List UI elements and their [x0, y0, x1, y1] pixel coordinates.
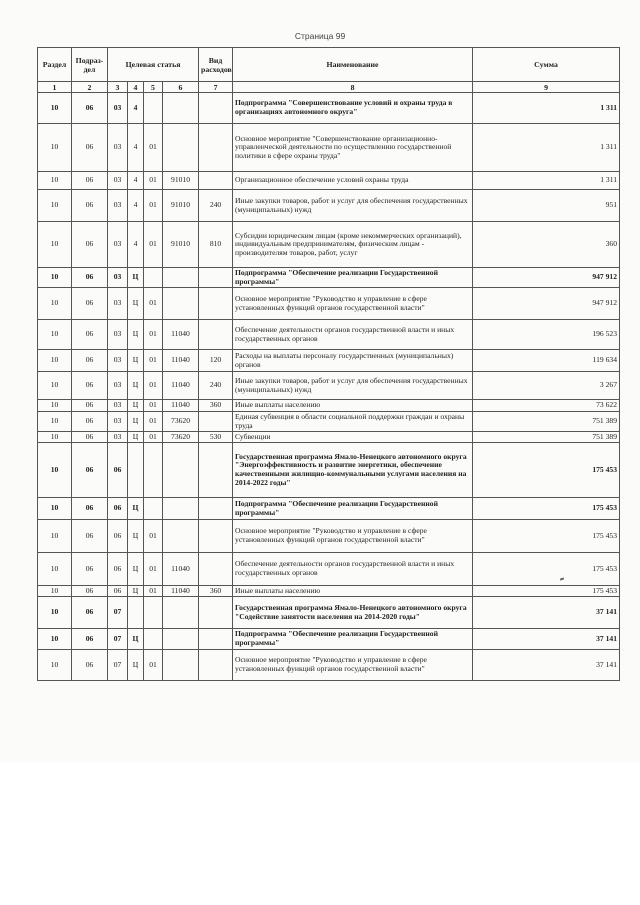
section-cell: 10: [38, 350, 72, 372]
column-number: 3: [108, 82, 128, 93]
direction-code-cell: [163, 124, 199, 172]
activity-code-cell: 01: [144, 432, 163, 443]
activity-code-cell: 01: [144, 350, 163, 372]
name-cell: Подпрограмма "Обеспечение реализации Государственной программы": [233, 268, 473, 288]
subprogram-code-cell: Ц: [128, 553, 144, 586]
activity-code-cell: 01: [144, 124, 163, 172]
program-code-cell: 06: [108, 586, 128, 597]
section-cell: 10: [38, 320, 72, 350]
name-cell: Организационное обеспечение условий охраны труда: [233, 172, 473, 190]
name-cell: Государственная программа Ямало-Ненецкого автономного округа "Содействие занятости населения на 2014-2020 годы": [233, 597, 473, 629]
name-cell: Обеспечение деятельности органов государственной власти и иных государственных органов: [233, 320, 473, 350]
amount-cell: 175 453: [473, 520, 620, 553]
column-number: 2: [72, 82, 108, 93]
activity-code-cell: [144, 498, 163, 520]
header-target-article: Целевая статья: [108, 48, 199, 82]
program-code-cell: 03: [108, 432, 128, 443]
subsection-cell: 06: [72, 190, 108, 222]
amount-cell: 196 523: [473, 320, 620, 350]
section-cell: 10: [38, 93, 72, 124]
name-cell: Подпрограмма "Совершенствование условий и охраны труда в организациях автономного округа": [233, 93, 473, 124]
activity-code-cell: [144, 93, 163, 124]
section-cell: 10: [38, 432, 72, 443]
program-code-cell: 06: [108, 520, 128, 553]
subprogram-code-cell: Ц: [128, 586, 144, 597]
column-number: 4: [128, 82, 144, 93]
direction-code-cell: 11040: [163, 553, 199, 586]
direction-code-cell: [163, 288, 199, 320]
program-code-cell: 03: [108, 268, 128, 288]
expense-type-cell: [199, 288, 233, 320]
amount-cell: 1 311: [473, 93, 620, 124]
amount-cell: 37 141: [473, 597, 620, 629]
section-cell: 10: [38, 172, 72, 190]
section-cell: 10: [38, 443, 72, 498]
name-cell: Подпрограмма "Обеспечение реализации Государственной программы": [233, 629, 473, 650]
subprogram-code-cell: Ц: [128, 268, 144, 288]
activity-code-cell: 01: [144, 586, 163, 597]
section-cell: 10: [38, 412, 72, 432]
name-cell: Подпрограмма "Обеспечение реализации Государственной программы": [233, 498, 473, 520]
subsection-cell: 06: [72, 650, 108, 681]
table-row: [38, 124, 620, 172]
subprogram-code-cell: [128, 597, 144, 629]
activity-code-cell: 01: [144, 372, 163, 400]
amount-cell: 1 311: [473, 172, 620, 190]
amount-cell: 751 389: [473, 412, 620, 432]
expense-type-cell: 810: [199, 222, 233, 268]
expense-type-cell: [199, 553, 233, 586]
program-code-cell: 06: [108, 443, 128, 498]
program-code-cell: 03: [108, 372, 128, 400]
subprogram-code-cell: Ц: [128, 412, 144, 432]
section-cell: 10: [38, 400, 72, 412]
table-row: [38, 520, 620, 553]
subprogram-code-cell: 4: [128, 222, 144, 268]
subprogram-code-cell: 4: [128, 124, 144, 172]
activity-code-cell: 01: [144, 400, 163, 412]
subprogram-code-cell: 4: [128, 93, 144, 124]
section-cell: 10: [38, 629, 72, 650]
activity-code-cell: [144, 443, 163, 498]
section-cell: 10: [38, 498, 72, 520]
name-cell: Единая субвенция в области социальной поддержки граждан и охраны труда: [233, 412, 473, 432]
activity-code-cell: 01: [144, 190, 163, 222]
table-row: [38, 553, 620, 586]
subsection-cell: 06: [72, 372, 108, 400]
direction-code-cell: [163, 520, 199, 553]
budget-table-body: [38, 93, 620, 681]
name-cell: Субвенции: [233, 432, 473, 443]
expense-type-cell: [199, 520, 233, 553]
section-cell: 10: [38, 650, 72, 681]
table-row: [38, 412, 620, 432]
section-cell: 10: [38, 124, 72, 172]
table-row: [38, 172, 620, 190]
expense-type-cell: 360: [199, 400, 233, 412]
activity-code-cell: 01: [144, 520, 163, 553]
section-cell: 10: [38, 268, 72, 288]
direction-code-cell: 91010: [163, 190, 199, 222]
expense-type-cell: 360: [199, 586, 233, 597]
name-cell: Основное мероприятие "Руководство и управление в сфере установленных функций органов государственной власти": [233, 520, 473, 553]
amount-cell: 360: [473, 222, 620, 268]
amount-cell: 175 453: [473, 498, 620, 520]
amount-cell: 175 453: [473, 586, 620, 597]
subprogram-code-cell: Ц: [128, 400, 144, 412]
amount-cell: 175 453: [473, 443, 620, 498]
subprogram-code-cell: Ц: [128, 288, 144, 320]
subprogram-code-cell: Ц: [128, 498, 144, 520]
name-cell: Государственная программа Ямало-Ненецкого автономного округа "Энергоэффективность и развитие энергетики, обеспечение качественными жилищно-коммунальными услугами населения на 2014-2022 годы": [233, 443, 473, 498]
table-row: [38, 629, 620, 650]
direction-code-cell: [163, 498, 199, 520]
section-cell: 10: [38, 190, 72, 222]
direction-code-cell: 11040: [163, 372, 199, 400]
name-cell: Иные закупки товаров, работ и услуг для обеспечения государственных (муниципальных) нужд: [233, 190, 473, 222]
amount-cell: 1 311: [473, 124, 620, 172]
activity-code-cell: [144, 629, 163, 650]
subprogram-code-cell: Ц: [128, 629, 144, 650]
table-row: [38, 432, 620, 443]
program-code-cell: 03: [108, 190, 128, 222]
name-cell: Иные закупки товаров, работ и услуг для обеспечения государственных (муниципальных) нужд: [233, 372, 473, 400]
expense-type-cell: [199, 93, 233, 124]
subsection-cell: 06: [72, 400, 108, 412]
expense-type-cell: 120: [199, 350, 233, 372]
table-row: [38, 350, 620, 372]
subsection-cell: 06: [72, 597, 108, 629]
program-code-cell: 03: [108, 288, 128, 320]
name-cell: Иные выплаты населению: [233, 400, 473, 412]
name-cell: Субсидии юридическим лицам (кроме некоммерческих организаций), индивидуальным предпринимателям, физическим лицам - производителям товаров, работ, услуг: [233, 222, 473, 268]
amount-cell: 73 622: [473, 400, 620, 412]
table-row: [38, 320, 620, 350]
subsection-cell: 06: [72, 350, 108, 372]
section-cell: 10: [38, 520, 72, 553]
subprogram-code-cell: Ц: [128, 350, 144, 372]
name-cell: Расходы на выплаты персоналу государственных (муниципальных) органов: [233, 350, 473, 372]
direction-code-cell: [163, 443, 199, 498]
program-code-cell: 07: [108, 629, 128, 650]
subsection-cell: 06: [72, 288, 108, 320]
direction-code-cell: [163, 629, 199, 650]
section-cell: 10: [38, 586, 72, 597]
table-row: [38, 586, 620, 597]
subprogram-code-cell: Ц: [128, 520, 144, 553]
amount-cell: 37 141: [473, 629, 620, 650]
table-row: [38, 288, 620, 320]
subsection-cell: 06: [72, 520, 108, 553]
direction-code-cell: 11040: [163, 586, 199, 597]
amount-cell: 37 141: [473, 650, 620, 681]
expense-type-cell: [199, 650, 233, 681]
subprogram-code-cell: 4: [128, 172, 144, 190]
expense-type-cell: 240: [199, 190, 233, 222]
table-row: [38, 268, 620, 288]
amount-cell: 175 453: [473, 553, 620, 586]
header-amount: Сумма: [473, 48, 620, 82]
section-cell: 10: [38, 597, 72, 629]
column-number: 9: [473, 82, 620, 93]
expense-type-cell: 530: [199, 432, 233, 443]
column-number: 5: [144, 82, 163, 93]
expense-type-cell: [199, 172, 233, 190]
program-code-cell: 07: [108, 597, 128, 629]
expense-type-cell: [199, 412, 233, 432]
direction-code-cell: 73620: [163, 412, 199, 432]
table-row: [38, 93, 620, 124]
column-number: 6: [163, 82, 199, 93]
expense-type-cell: [199, 124, 233, 172]
subsection-cell: 06: [72, 432, 108, 443]
table-row: [38, 400, 620, 412]
expense-type-cell: [199, 629, 233, 650]
activity-code-cell: 01: [144, 650, 163, 681]
program-code-cell: 06: [108, 553, 128, 586]
section-cell: 10: [38, 222, 72, 268]
page-number: Страница 99: [294, 31, 346, 41]
direction-code-cell: 73620: [163, 432, 199, 443]
header-section: Раздел: [38, 48, 72, 82]
direction-code-cell: 11040: [163, 400, 199, 412]
blank-area: [0, 763, 640, 905]
name-cell: Основное мероприятие "Руководство и управление в сфере установленных функций органов государственной власти": [233, 288, 473, 320]
subsection-cell: 06: [72, 553, 108, 586]
section-cell: 10: [38, 553, 72, 586]
activity-code-cell: 01: [144, 288, 163, 320]
table-row: [38, 222, 620, 268]
subprogram-code-cell: Ц: [128, 650, 144, 681]
activity-code-cell: [144, 268, 163, 288]
subsection-cell: 06: [72, 268, 108, 288]
column-number: 8: [233, 82, 473, 93]
subprogram-code-cell: [128, 443, 144, 498]
direction-code-cell: [163, 650, 199, 681]
header-row: [38, 48, 620, 82]
subsection-cell: 06: [72, 93, 108, 124]
activity-code-cell: 01: [144, 412, 163, 432]
budget-table: [37, 47, 620, 681]
program-code-cell: 03: [108, 400, 128, 412]
subprogram-code-cell: Ц: [128, 372, 144, 400]
subsection-cell: 06: [72, 222, 108, 268]
activity-code-cell: 01: [144, 320, 163, 350]
expense-type-cell: [199, 443, 233, 498]
subsection-cell: 06: [72, 498, 108, 520]
program-code-cell: 07: [108, 650, 128, 681]
subsection-cell: 06: [72, 124, 108, 172]
subprogram-code-cell: 4: [128, 190, 144, 222]
amount-cell: 951: [473, 190, 620, 222]
direction-code-cell: 11040: [163, 320, 199, 350]
activity-code-cell: [144, 597, 163, 629]
subsection-cell: 06: [72, 586, 108, 597]
expense-type-cell: [199, 498, 233, 520]
program-code-cell: 03: [108, 320, 128, 350]
program-code-cell: 03: [108, 93, 128, 124]
subsection-cell: 06: [72, 443, 108, 498]
activity-code-cell: 01: [144, 172, 163, 190]
amount-cell: 119 634: [473, 350, 620, 372]
table-row: [38, 190, 620, 222]
subsection-cell: 06: [72, 412, 108, 432]
program-code-cell: 03: [108, 350, 128, 372]
section-cell: 10: [38, 288, 72, 320]
activity-code-cell: 01: [144, 222, 163, 268]
direction-code-cell: 11040: [163, 350, 199, 372]
program-code-cell: 03: [108, 124, 128, 172]
table-row: [38, 498, 620, 520]
subprogram-code-cell: Ц: [128, 320, 144, 350]
table-row: [38, 650, 620, 681]
section-cell: 10: [38, 372, 72, 400]
program-code-cell: 03: [108, 412, 128, 432]
program-code-cell: 03: [108, 172, 128, 190]
expense-type-cell: 240: [199, 372, 233, 400]
subsection-cell: 06: [72, 320, 108, 350]
table-row: [38, 443, 620, 498]
direction-code-cell: 91010: [163, 172, 199, 190]
table-row: [38, 597, 620, 629]
amount-cell: 3 267: [473, 372, 620, 400]
activity-code-cell: 01: [144, 553, 163, 586]
direction-code-cell: [163, 93, 199, 124]
column-number: 7: [199, 82, 233, 93]
column-number-row: [38, 82, 620, 93]
name-cell: Обеспечение деятельности органов государственной власти и иных государственных органов: [233, 553, 473, 586]
amount-cell: 947 912: [473, 268, 620, 288]
expense-type-cell: [199, 320, 233, 350]
program-code-cell: 06: [108, 498, 128, 520]
name-cell: Основное мероприятие "Совершенствование организационно-управленческой деятельности по осуществлению государственной политики в сфере охраны труда": [233, 124, 473, 172]
table-row: [38, 372, 620, 400]
amount-cell: 751 389: [473, 432, 620, 443]
header-name: Наименование: [233, 48, 473, 82]
program-code-cell: 03: [108, 222, 128, 268]
amount-cell: 947 912: [473, 288, 620, 320]
name-cell: Основное мероприятие "Руководство и управление в сфере установленных функций органов государственной власти": [233, 650, 473, 681]
header-expense-type: Вид расходов: [199, 48, 233, 82]
expense-type-cell: [199, 597, 233, 629]
subprogram-code-cell: Ц: [128, 432, 144, 443]
header-subsection: Подраз-дел: [72, 48, 108, 82]
expense-type-cell: [199, 268, 233, 288]
subsection-cell: 06: [72, 172, 108, 190]
subsection-cell: 06: [72, 629, 108, 650]
direction-code-cell: [163, 597, 199, 629]
column-number: 1: [38, 82, 72, 93]
direction-code-cell: [163, 268, 199, 288]
name-cell: Иные выплаты населению: [233, 586, 473, 597]
direction-code-cell: 91010: [163, 222, 199, 268]
